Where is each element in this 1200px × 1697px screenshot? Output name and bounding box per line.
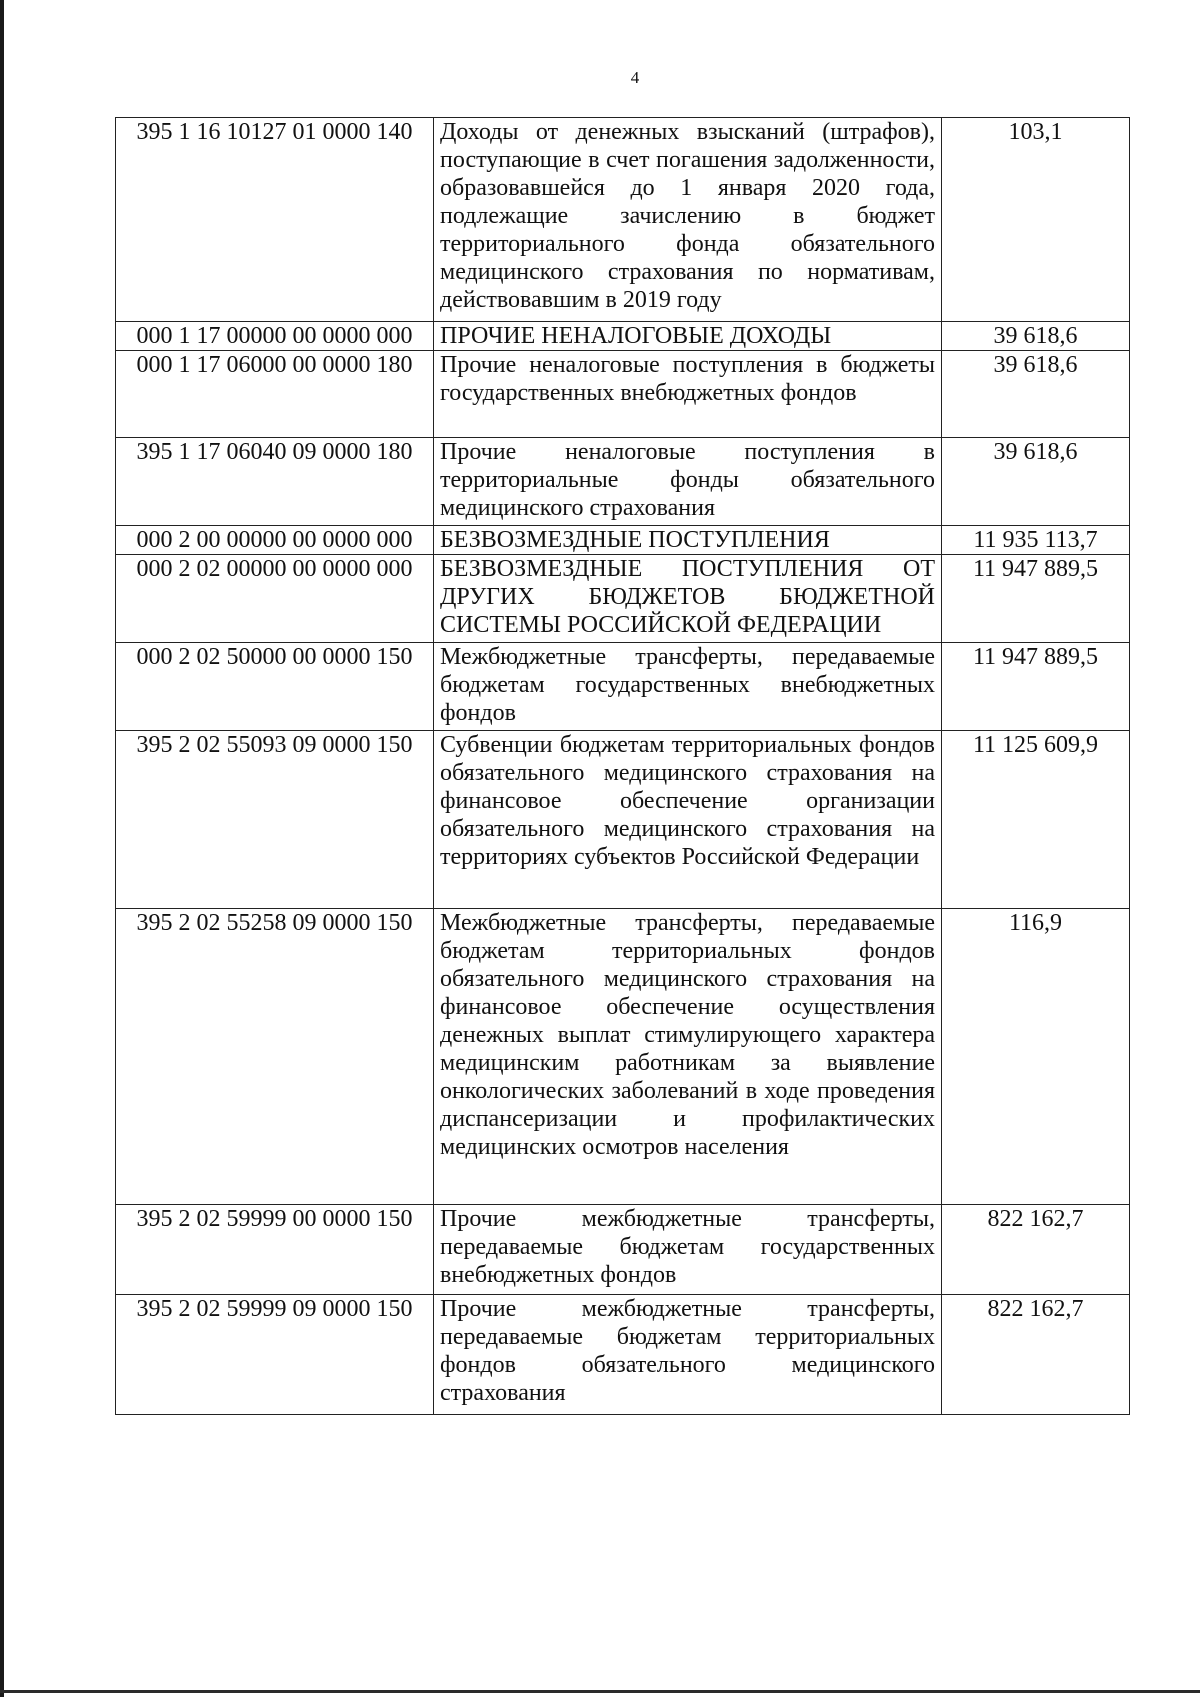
budget-code-cell: 395 1 17 06040 09 0000 180: [116, 438, 434, 526]
budget-code-cell: 000 1 17 06000 00 0000 180: [116, 351, 434, 438]
revenue-name-cell: Прочие неналоговые поступления в бюджеты государственных внебюджетных фондов: [434, 351, 942, 438]
revenue-name-cell: ПРОЧИЕ НЕНАЛОГОВЫЕ ДОХОДЫ: [434, 322, 942, 351]
table-row: [116, 731, 1130, 909]
revenue-name-cell: Прочие неналоговые поступления в территориальные фонды обязательного медицинского страхования: [434, 438, 942, 526]
amount-cell: 822 162,7: [942, 1205, 1130, 1295]
table-row: [116, 1205, 1130, 1295]
scan-edge-bottom: [0, 1690, 1200, 1693]
table-row: [116, 643, 1130, 731]
revenue-name-cell: БЕЗВОЗМЕЗДНЫЕ ПОСТУПЛЕНИЯ: [434, 526, 942, 555]
scan-edge-left: [0, 0, 4, 1697]
amount-cell: 11 935 113,7: [942, 526, 1130, 555]
table-row: [116, 351, 1130, 438]
budget-code-cell: 395 2 02 59999 09 0000 150: [116, 1295, 434, 1415]
table-row: [116, 322, 1130, 351]
revenue-name-cell: Субвенции бюджетам территориальных фондов обязательного медицинского страхования на финансовое обеспечение организации обязательного медицинского страхования на территориях субъектов Российской Федерации: [434, 731, 942, 909]
budget-code-cell: 395 2 02 55093 09 0000 150: [116, 731, 434, 909]
amount-cell: 39 618,6: [942, 351, 1130, 438]
table-row: [116, 555, 1130, 643]
amount-cell: 103,1: [942, 118, 1130, 322]
revenue-name-cell: Прочие межбюджетные трансферты, передаваемые бюджетам государственных внебюджетных фондов: [434, 1205, 942, 1295]
amount-cell: 11 947 889,5: [942, 643, 1130, 731]
amount-cell: 11 125 609,9: [942, 731, 1130, 909]
amount-cell: 116,9: [942, 909, 1130, 1205]
table-row: [116, 526, 1130, 555]
revenue-name-cell: Межбюджетные трансферты, передаваемые бюджетам территориальных фондов обязательного медицинского страхования на финансовое обеспечение осуществления денежных выплат стимулирующего характера медицинским работникам за выявление онкологических заболеваний в ходе проведения диспансеризации и профилактических медицинских осмотров населения: [434, 909, 942, 1205]
amount-cell: 822 162,7: [942, 1295, 1130, 1415]
budget-code-cell: 000 2 02 50000 00 0000 150: [116, 643, 434, 731]
table-row: [116, 1295, 1130, 1415]
revenue-name-cell: Прочие межбюджетные трансферты, передаваемые бюджетам территориальных фондов обязательного медицинского страхования: [434, 1295, 942, 1415]
page-number: 4: [630, 68, 640, 87]
amount-cell: 11 947 889,5: [942, 555, 1130, 643]
revenue-name-cell: Межбюджетные трансферты, передаваемые бюджетам государственных внебюджетных фондов: [434, 643, 942, 731]
budget-revenue-table: [115, 117, 1130, 1415]
budget-code-cell: 395 1 16 10127 01 0000 140: [116, 118, 434, 322]
budget-code-cell: 000 1 17 00000 00 0000 000: [116, 322, 434, 351]
table-row: [116, 118, 1130, 322]
table-row: [116, 909, 1130, 1205]
budget-code-cell: 395 2 02 59999 00 0000 150: [116, 1205, 434, 1295]
amount-cell: 39 618,6: [942, 322, 1130, 351]
amount-cell: 39 618,6: [942, 438, 1130, 526]
table-row: [116, 438, 1130, 526]
budget-code-cell: 000 2 00 00000 00 0000 000: [116, 526, 434, 555]
budget-code-cell: 395 2 02 55258 09 0000 150: [116, 909, 434, 1205]
budget-code-cell: 000 2 02 00000 00 0000 000: [116, 555, 434, 643]
revenue-name-cell: Доходы от денежных взысканий (штрафов), поступающие в счет погашения задолженности, образовавшейся до 1 января 2020 года, подлежащие зачислению в бюджет территориального фонда обязательного медицинского страхования по нормативам, действовавшим в 2019 году: [434, 118, 942, 322]
revenue-name-cell: БЕЗВОЗМЕЗДНЫЕ ПОСТУПЛЕНИЯ ОТ ДРУГИХ БЮДЖЕТОВ БЮДЖЕТНОЙ СИСТЕМЫ РОССИЙСКОЙ ФЕДЕРАЦИИ: [434, 555, 942, 643]
